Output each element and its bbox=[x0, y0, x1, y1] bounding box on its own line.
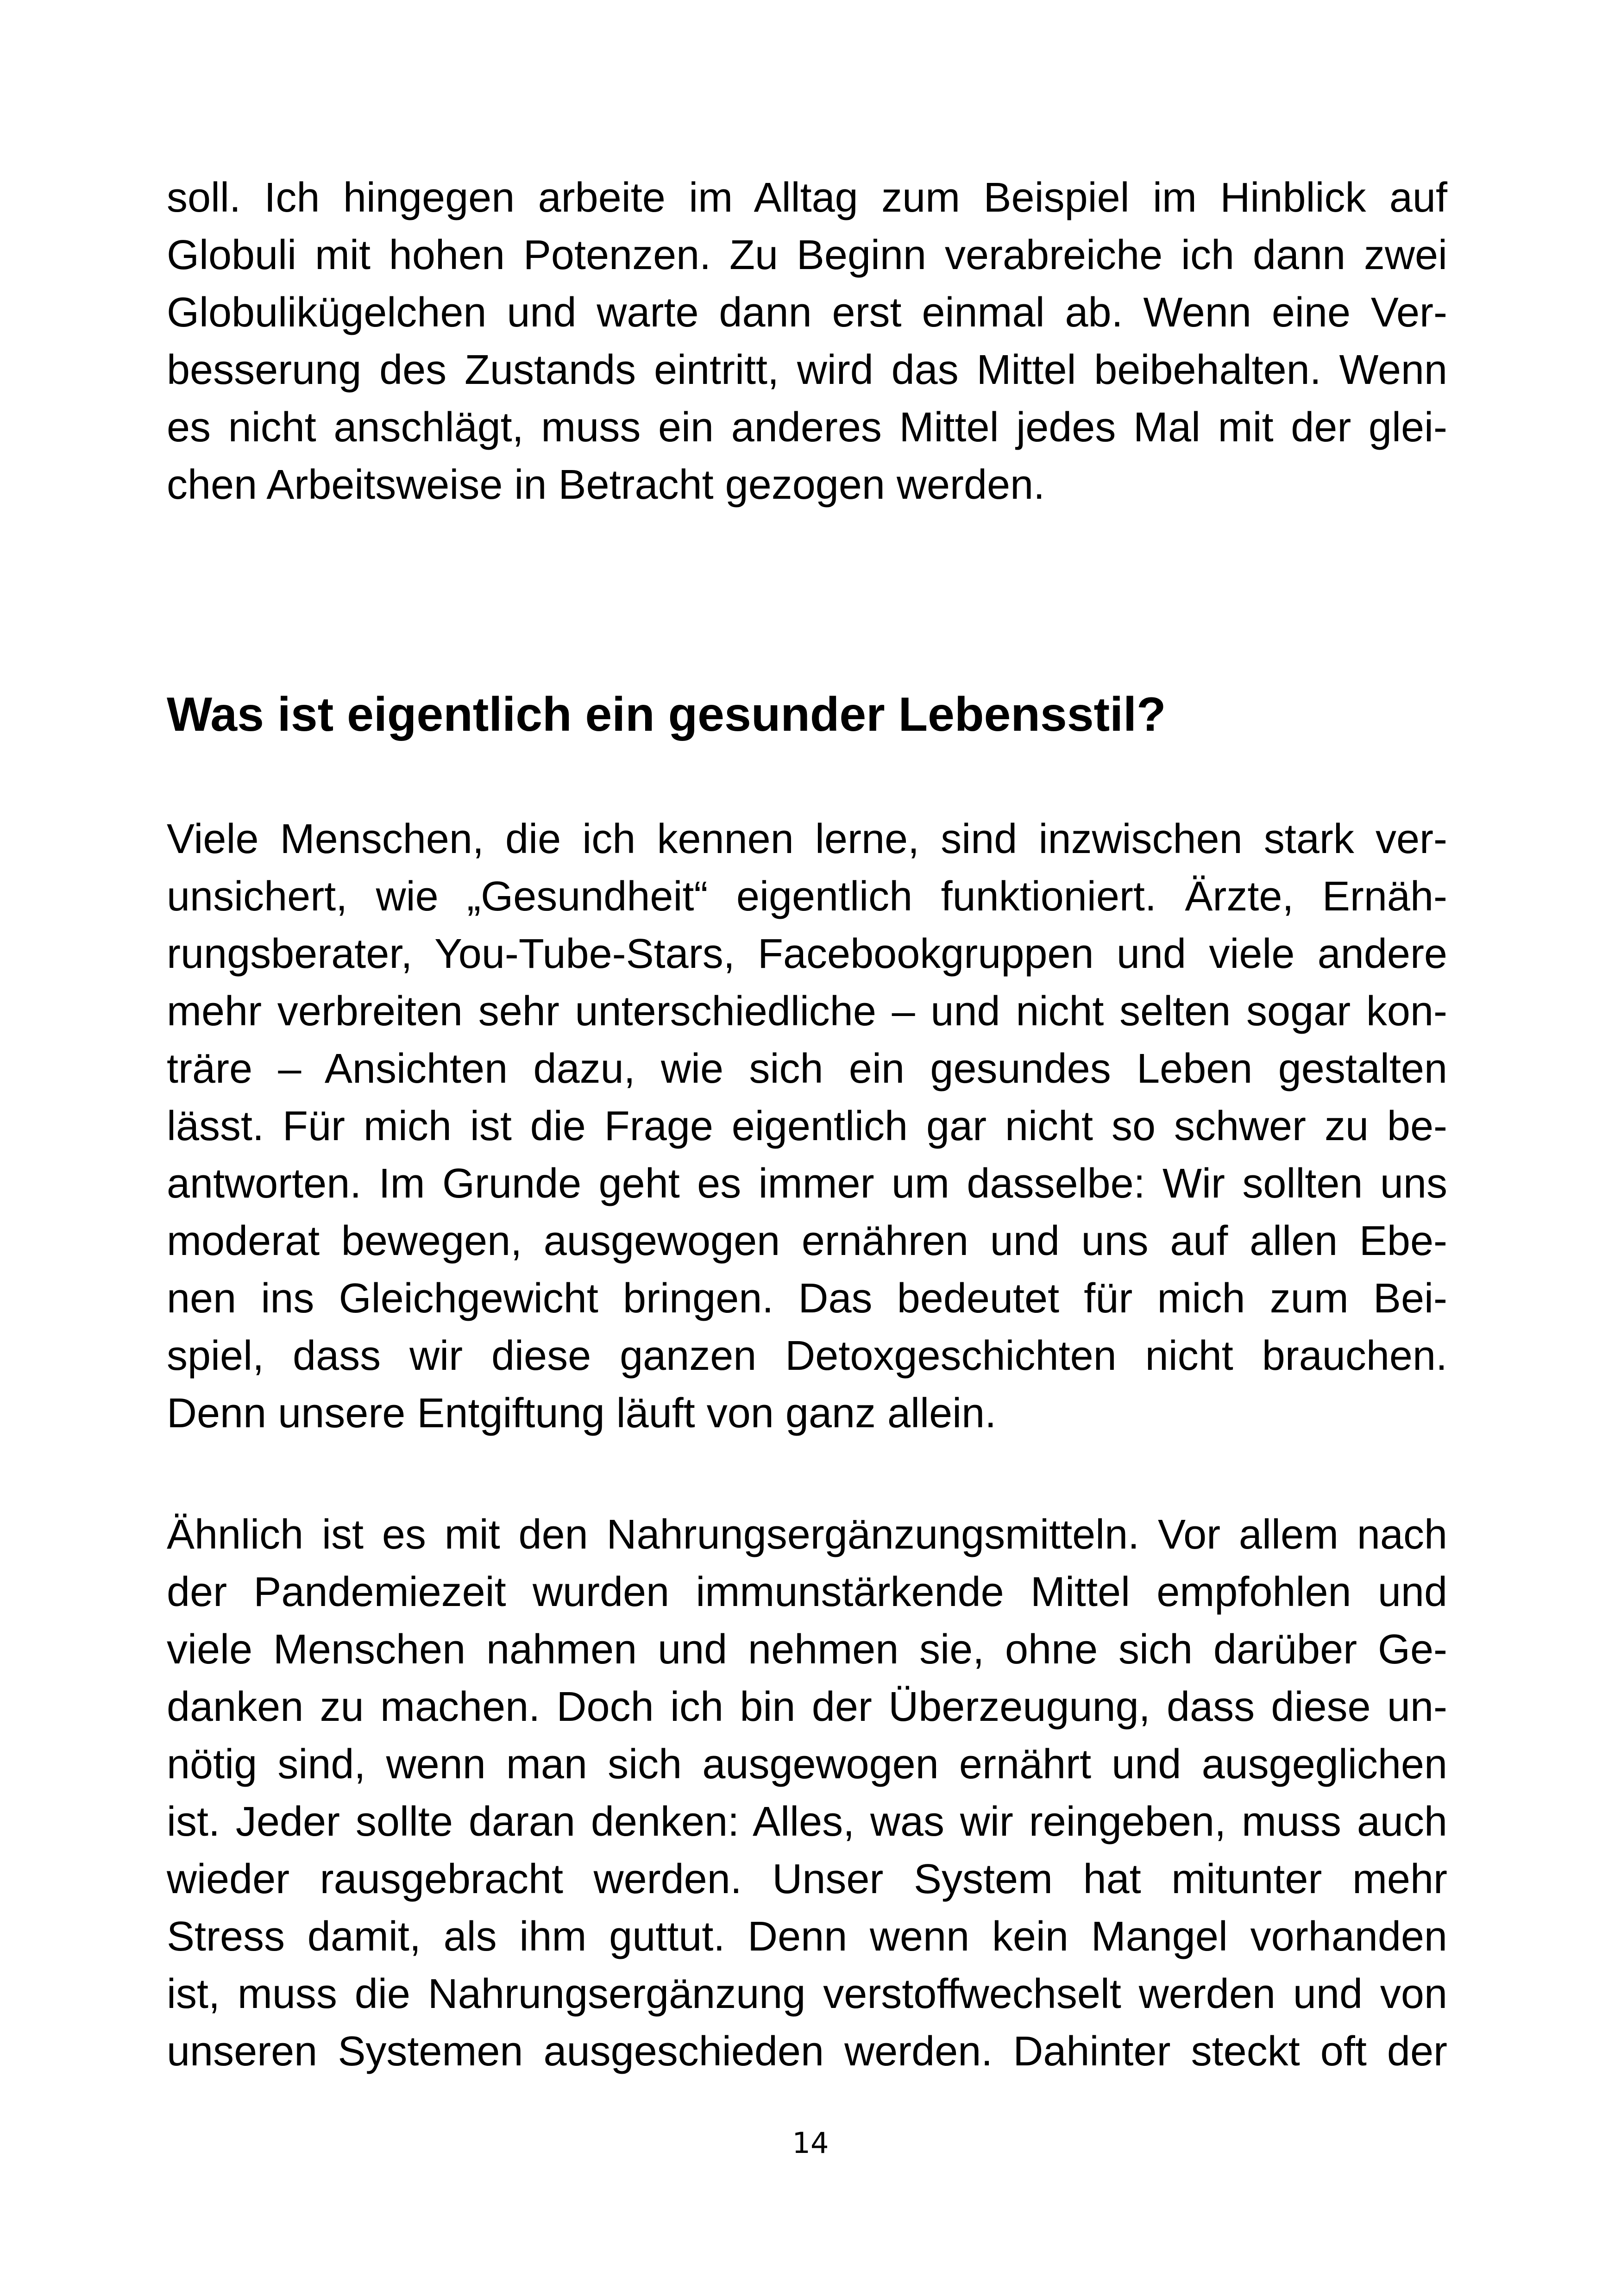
text-line: moderat bewegen, ausgewogen ernähren und uns auf allen Ebe- bbox=[167, 1218, 1447, 1264]
text-line: Ähnlich ist es mit den Nahrungsergänzungsmitteln. Vor allem nach bbox=[167, 1512, 1447, 1558]
text-line: rungsberater, You-Tube-Stars, Facebookgruppen und viele andere bbox=[167, 931, 1447, 977]
text-line: es nicht anschlägt, muss ein anderes Mittel jedes Mal mit der glei- bbox=[167, 404, 1447, 451]
text-line: antworten. Im Grunde geht es immer um dasselbe: Wir sollten uns bbox=[167, 1161, 1447, 1207]
text-line: unsichert, wie „Gesundheit“ eigentlich funktioniert. Ärzte, Ernäh- bbox=[167, 873, 1447, 920]
text-line: viele Menschen nahmen und nehmen sie, ohne sich darüber Ge- bbox=[167, 1626, 1447, 1673]
text-line: spiel, dass wir diese ganzen Detoxgeschichten nicht brauchen. bbox=[167, 1333, 1447, 1379]
section-heading: Was ist eigentlich ein gesunder Lebensstil? bbox=[167, 688, 1166, 741]
text-line: nötig sind, wenn man sich ausgewogen ernährt und ausgeglichen bbox=[167, 1741, 1447, 1788]
text-line: träre – Ansichten dazu, wie sich ein gesundes Leben gestalten bbox=[167, 1046, 1447, 1092]
text-line: ist. Jeder sollte daran denken: Alles, was wir reingeben, muss auch bbox=[167, 1799, 1447, 1845]
text-line: Globulikügelchen und warte dann erst einmal ab. Wenn eine Ver- bbox=[167, 289, 1447, 336]
text-line: soll. Ich hingegen arbeite im Alltag zum Beispiel im Hinblick auf bbox=[167, 175, 1447, 221]
text-line: nen ins Gleichgewicht bringen. Das bedeutet für mich zum Bei- bbox=[167, 1275, 1447, 1322]
text-line: chen Arbeitsweise in Betracht gezogen werden. bbox=[167, 462, 1045, 508]
text-line: Stress damit, als ihm guttut. Denn wenn kein Mangel vorhanden bbox=[167, 1913, 1447, 1960]
text-line: lässt. Für mich ist die Frage eigentlich gar nicht so schwer zu be- bbox=[167, 1103, 1447, 1149]
text-line: ist, muss die Nahrungsergänzung verstoffwechselt werden und von bbox=[167, 1971, 1447, 2017]
text-line: der Pandemiezeit wurden immunstärkende Mittel empfohlen und bbox=[167, 1569, 1447, 1615]
text-line: mehr verbreiten sehr unterschiedliche – und nicht selten sogar kon- bbox=[167, 988, 1447, 1035]
text-line: unseren Systemen ausgeschieden werden. Dahinter steckt oft der bbox=[167, 2028, 1447, 2075]
text-line: Globuli mit hohen Potenzen. Zu Beginn verabreiche ich dann zwei bbox=[167, 232, 1447, 278]
text-line: Viele Menschen, die ich kennen lerne, sind inzwischen stark ver- bbox=[167, 816, 1447, 862]
text-line: danken zu machen. Doch ich bin der Überzeugung, dass diese un- bbox=[167, 1684, 1447, 1730]
page-number: 14 bbox=[792, 2126, 829, 2160]
text-line: wieder rausgebracht werden. Unser System hat mitunter mehr bbox=[167, 1856, 1447, 1902]
text-line: besserung des Zustands eintritt, wird das Mittel beibehalten. Wenn bbox=[167, 347, 1447, 393]
text-line: Denn unsere Entgiftung läuft von ganz allein. bbox=[167, 1390, 997, 1437]
